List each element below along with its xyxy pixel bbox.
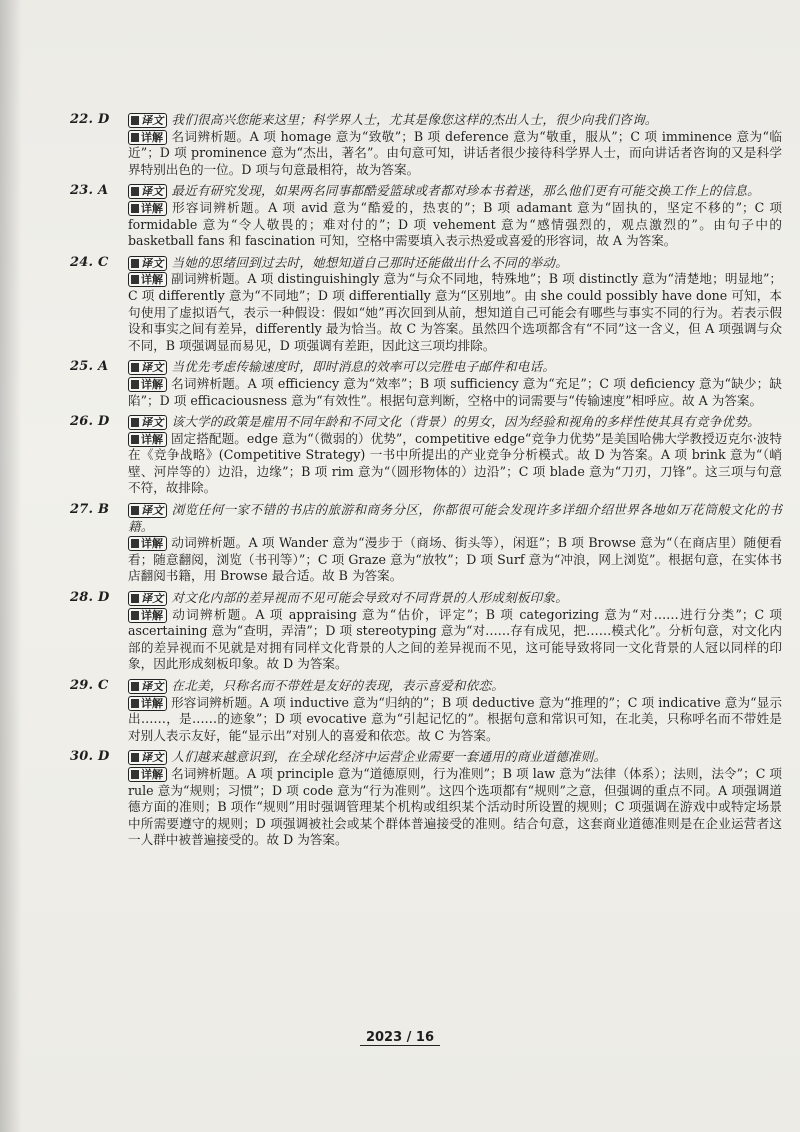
question-number: 29. C	[70, 678, 109, 693]
book-icon	[131, 770, 139, 779]
translation-text: 对文化内部的差异视而不见可能会导致对不同背景的人形成刻板印象。	[171, 590, 569, 606]
entry-25	[70, 359, 782, 409]
book-icon	[131, 259, 139, 268]
entry-23	[70, 183, 782, 249]
explanation-tag: 详解	[128, 536, 167, 551]
translation-text: 当她的思绪回到过去时，她想知道自己那时还能做出什么不同的举动。	[171, 254, 569, 270]
book-icon	[131, 116, 139, 125]
book-icon	[131, 611, 139, 620]
explanation-text: 形容词辨析题。A 项 avid 意为“酷爱的，热衷的”；B 项 adamant 意为“固执的，坚定不移的”；C 项 formidable 意为“令人敬畏的；难对付的”；D 项 vehement 意为“感情强烈的，观点激烈的”。由句子中的 basketball fans 和 fascination 可知，空格中需要填入表示热爱或喜爱的形容词，故 A 为答案。	[128, 199, 782, 249]
translation-text: 当优先考虑传输速度时，即时消息的效率可以完胜电子邮件和电话。	[171, 359, 556, 375]
explanation-tag: 详解	[128, 432, 167, 447]
book-icon	[131, 418, 139, 427]
explanation-tag: 详解	[128, 377, 167, 392]
explanation-tag: 详解	[128, 608, 167, 623]
translation-tag: 译文	[128, 113, 167, 128]
translation-text: 在北美，只称名而不带姓是友好的表现，表示喜爱和依恋。	[171, 678, 505, 693]
explanation-text: 名词辨析题。A 项 principle 意为“道德原则，行为准则”；B 项 law 意为“法律（体系）；法则，法令”；C 项 rule 意为“规则；习惯”；D 项 code 意为“行为准则”。这四个选项都有“规则”之意，但强调的重点不同。A 项强调道德方面的准则；B 项作“规则”用时强调管理某个机构或组织某个活动时所设置的规则；C 项强调在游戏中或特定场景中所需要遵守的规则；D 项强调被社会或某个群体普遍接受的准则。结合句意，这套商业道德准则是在企业运营者这一人群中被普遍接受的。故 D 为答案。	[128, 765, 782, 848]
entry-27	[70, 502, 782, 585]
explanation-tag: 详解	[128, 272, 167, 287]
translation-text: 最近有研究发现，如果两名同事都酷爱篮球或者都对珍本书着迷，那么他们更有可能交换工作上的信息。	[171, 183, 760, 199]
explanation-tag: 详解	[128, 130, 167, 145]
translation-tag: 译文	[128, 503, 167, 518]
entry-29	[70, 678, 782, 744]
explanation-tag: 详解	[128, 696, 167, 711]
book-icon	[131, 133, 139, 142]
book-icon	[131, 187, 139, 196]
translation-tag: 译文	[128, 256, 167, 271]
book-icon	[131, 506, 139, 515]
entry-26	[70, 414, 782, 497]
question-number: 23. A	[70, 183, 109, 199]
explanation-text: 副词辨析题。A 项 distinguishingly 意为“与众不同地，特殊地”；B 项 distinctly 意为“清楚地；明显地”；C 项 differently 意为“不同地”；D 项 differentially 意为“区别地”。由 she could possibly have done 可知，本句使用了虚拟语气，表示一种假设：假如“她”再次回到从前，想知道自己可能会有哪些与事实不同的行为。若表示假设和事实之间有差异，differently 最为恰当。故 C 为答案。虽然四个选项都含有“不同”这一含义，但 A 项强调与众不同，B 项强调显而易见，D 项强调有差距，因此这三项均排除。	[128, 271, 782, 353]
question-number: 24. C	[70, 254, 109, 270]
book-icon	[131, 204, 139, 213]
question-number: 30. D	[70, 749, 110, 765]
question-number: 28. D	[70, 590, 110, 606]
explanation-text: 动词辨析题。A 项 appraising 意为“估价，评定”；B 项 categorizing 意为“对……进行分类”；C 项 ascertaining 意为“查明，弄清”；D 项 stereotyping 意为“对……存有成见，把……模式化”。分析句意，对文化内部的差异视而不见就是对拥有同样文化背景的人之间的差异视而不见，这可能导致将同一文化背景的人冠以同样的印象，因此形成刻板印象。故 D 为答案。	[128, 606, 782, 672]
explanation-text: 名词辨析题。A 项 homage 意为“致敬”；B 项 deference 意为“敬重，服从”；C 项 imminence 意为“临近”；D 项 prominence 意为“杰出，著名”。由句意可知，讲话者很少接待科学界人士，而向讲话者咨询的又是科学界特别出色的一位。D 项与句意最相符，故为答案。	[128, 128, 782, 177]
book-icon	[131, 363, 139, 372]
entry-30	[70, 749, 782, 849]
book-icon	[131, 682, 139, 691]
translation-text: 浏览任何一家不错的书店的旅游和商务分区，你都很可能会发现许多详细介绍世界各地如万花筒般文化的书籍。	[128, 502, 782, 534]
translation-tag: 译文	[128, 360, 167, 375]
translation-tag: 译文	[128, 591, 167, 606]
book-icon	[131, 699, 139, 708]
explanation-text: 动词辨析题。A 项 Wander 意为“漫步于（商场、街头等），闲逛”；B 项 Browse 意为“（在商店里）随便看看；随意翻阅，浏览（书刊等）”；C 项 Graze 意为“放牧”；D 项 Surf 意为“冲浪，网上浏览”。根据句意，在实体书店翻阅书籍，用 Browse 最合适。故 B 为答案。	[128, 535, 782, 584]
entry-22	[70, 112, 782, 178]
translation-tag: 译文	[128, 679, 167, 694]
book-icon	[131, 539, 139, 548]
translation-text: 该大学的政策是雇用不同年龄和不同文化（背景）的男女，因为经验和视角的多样性使其具有竞争优势。	[171, 414, 760, 430]
page-edge-shadow	[0, 0, 22, 1132]
explanation-text: 名词辨析题。A 项 efficiency 意为“效率”；B 项 sufficiency 意为“充足”；C 项 deficiency 意为“缺少；缺陷”；D 项 efficaciousness 意为“有效性”。根据句意判断，空格中的词需要与“传输速度”相呼应。故 A 为答案。	[128, 375, 782, 408]
book-icon	[131, 380, 139, 389]
explanation-tag: 详解	[128, 201, 167, 216]
translation-tag: 译文	[128, 415, 167, 430]
question-number: 27. B	[70, 502, 110, 518]
book-icon	[131, 275, 139, 284]
translation-text: 我们很高兴您能来这里；科学界人士，尤其是像您这样的杰出人士，很少向我们咨询。	[171, 112, 658, 127]
translation-tag: 译文	[128, 750, 167, 765]
explanation-tag: 详解	[128, 767, 167, 782]
answer-explanations	[70, 112, 782, 854]
translation-tag: 译文	[128, 184, 167, 199]
explanation-text: 形容词辨析题。A 项 inductive 意为“归纳的”；B 项 deductive 意为“推理的”；C 项 indicative 意为“显示出……，是……的迹象”；D 项 evocative 意为“引起记忆的”。根据句意和常识可知，在北美，只称呼名而不带姓是对别人表示友好，能“显示出”对别人的喜爱和依恋。故 C 为答案。	[128, 694, 782, 743]
question-number: 25. A	[70, 359, 109, 375]
page-footer	[0, 1030, 800, 1045]
page-number: 2023 / 16	[360, 1030, 440, 1046]
explanation-text: 固定搭配题。edge 意为“（微弱的）优势”，competitive edge“竞争力优势”是美国哈佛大学教授迈克尔·波特在《竞争战略》(Competitive Strategy) 一书中所提出的产业竞争分析模式。故 D 为答案。A 项 brink 意为“（峭壁、河岸等的）边沿，边缘”；B 项 rim 意为“（圆形物体的）边沿”；C 项 blade 意为“刀刃，刀锋”。这三项与句意不符，故排除。	[128, 430, 782, 496]
question-number: 22. D	[70, 112, 110, 127]
book-icon	[131, 753, 139, 762]
entry-24	[70, 255, 782, 355]
entry-28	[70, 590, 782, 673]
book-icon	[131, 435, 139, 444]
translation-text: 人们越来越意识到，在全球化经济中运营企业需要一套通用的商业道德准则。	[171, 749, 607, 765]
question-number: 26. D	[70, 414, 110, 430]
book-icon	[131, 594, 139, 603]
